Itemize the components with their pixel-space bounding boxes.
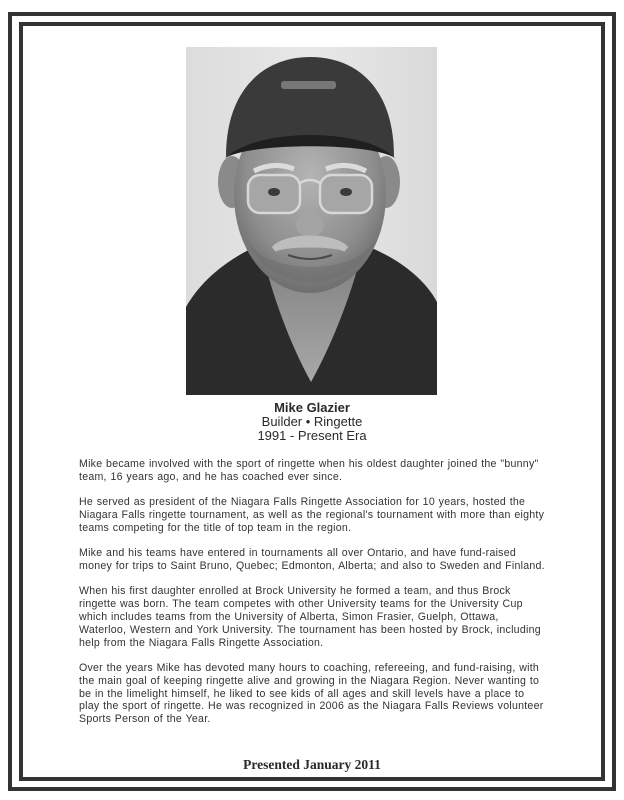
- presented-date: Presented January 2011: [243, 757, 381, 772]
- portrait-illustration: [186, 47, 437, 395]
- biography-paragraph: Mike became involved with the sport of ringette when his oldest daughter joined the "bunny" team, 16 years ago, and he has coached ever since.: [79, 458, 539, 483]
- inductee-heading: [0, 401, 624, 442]
- cap-logo: [281, 81, 336, 89]
- biography-paragraph: Over the years Mike has devoted many hours to coaching, refereeing, and fund-raising, with the main goal of keeping ringette alive and growing in the Niagara Region. Never wanting to be in the limelight himself, he liked to see kids of all ages and skill levels have a place to play the sport of ringette. He was recognized in 2006 as the Niagara Falls Reviews volunteer Sports Person of the Year.: [79, 661, 544, 726]
- inductee-name: Mike Glazier: [274, 400, 350, 415]
- inductee-category: Builder • Ringette: [261, 413, 363, 429]
- eye-left: [268, 188, 280, 196]
- nose: [296, 213, 324, 237]
- inductee-era: 1991 - Present Era: [257, 427, 367, 443]
- portrait-photo: [186, 47, 437, 395]
- biography-paragraph: When his first daughter enrolled at Brock University he formed a team, and thus Brock ringette was born. The team competes with other University teams for the University Cup which includes teams from the University of Alberta, Simon Frasier, Guelph, Ottawa, Waterloo, Western and York University. The tournament has been hosted by Brock, including help from the Niagara Falls Ringette Association.: [79, 585, 541, 649]
- mustache: [274, 239, 346, 250]
- biography: [79, 458, 545, 739]
- biography-paragraph: Mike and his teams have entered in tournaments all over Ontario, and have fund-raised money for trips to Saint Bruno, Quebec; Edmonton, Alberta; and also to Sweden and Finland.: [79, 547, 545, 572]
- biography-paragraph: He served as president of the Niagara Falls Ringette Association for 10 years, hosted the Niagara Falls ringette tournament, as well as the regional's tournament with more than eighty teams competing for the title of top team in the region.: [79, 496, 545, 534]
- eye-right: [340, 188, 352, 196]
